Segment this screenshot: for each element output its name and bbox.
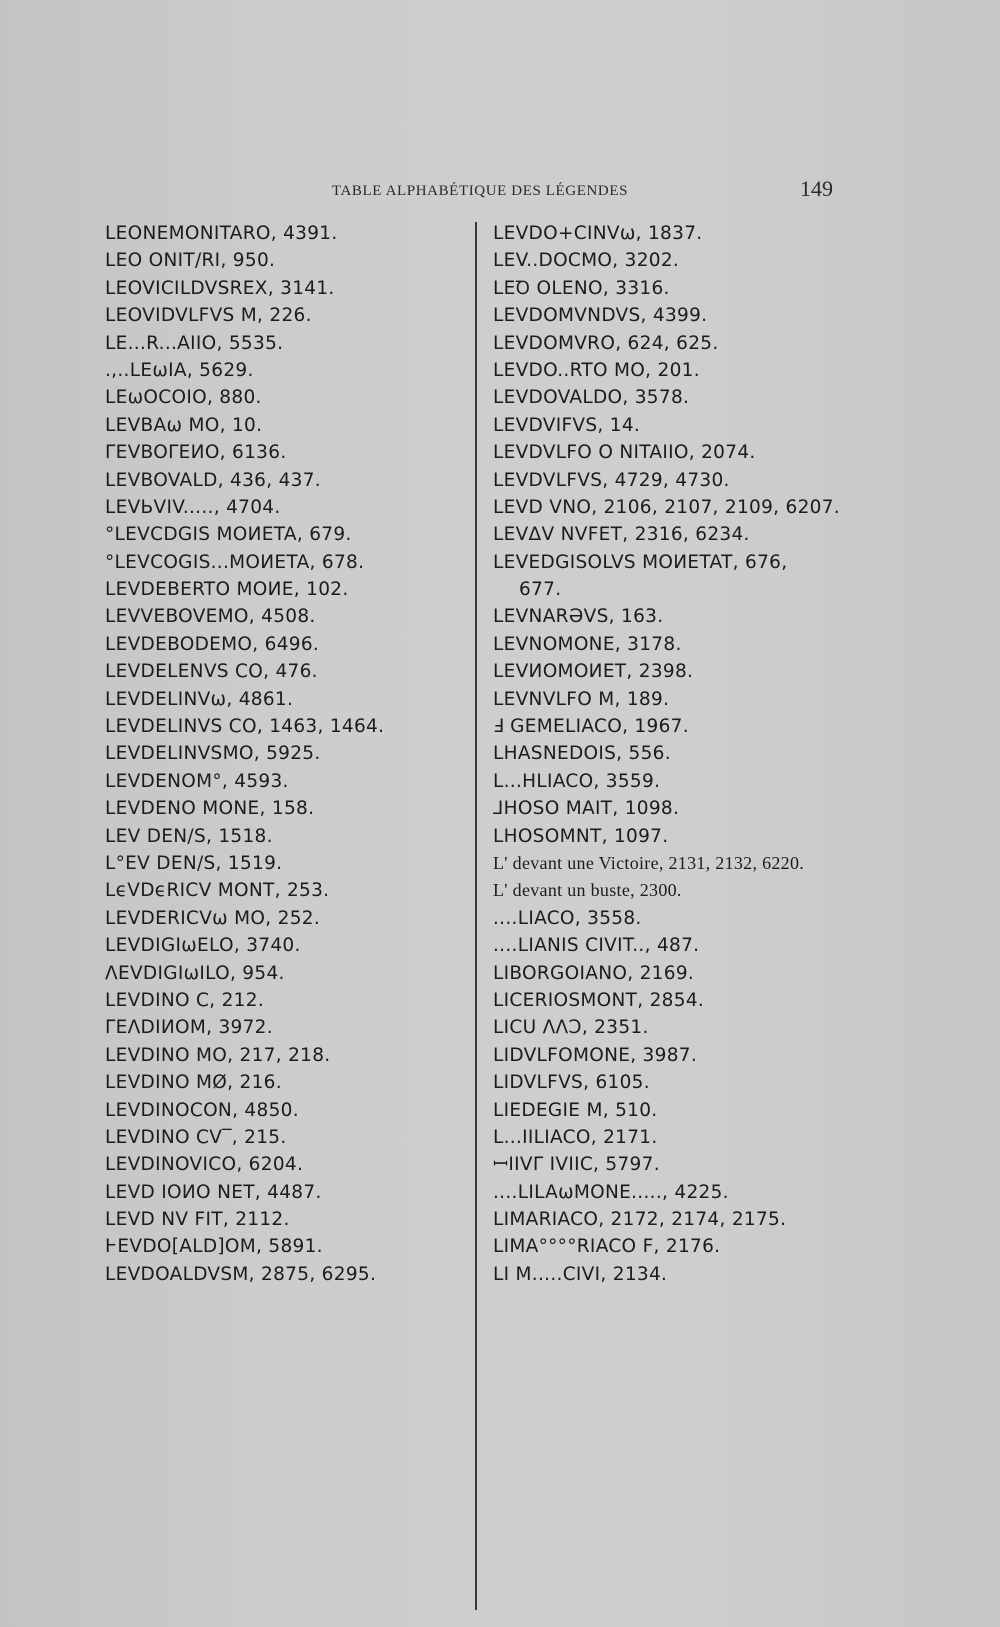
legend-entry: LEVDELINVSMO, 5925. (105, 743, 321, 765)
legend-entry: ⱵEVDO[ALD]OM, 5891. (105, 1236, 323, 1258)
legend-entry: LEONEMONITARO, 4391. (105, 223, 338, 244)
legend-entry: 677. (519, 579, 562, 601)
right-column (493, 220, 913, 1288)
legend-entry: LEVNVLFO M, 189. (493, 688, 670, 710)
legend-entry: LEVD NV FIT, 2112. (105, 1209, 290, 1231)
legend-entry: ⅃HOSO MAIT, 1098. (493, 798, 680, 820)
legend-entry: LHOSOMNT, 1097. (493, 825, 669, 847)
legend-entry: LEVDEBODEMO, 6496. (105, 633, 320, 655)
legend-entry: LEVDVLFO O NITAIIO, 2074. (493, 442, 756, 464)
legend-entry: LEVDOVALDO, 3578. (493, 387, 690, 409)
legend-entry: LICU ΛΛƆ, 2351. (493, 1017, 649, 1039)
legend-entry: LEVDEBERTO MOИE, 102. (105, 579, 349, 601)
legend-entry: L...IILIACO, 2171. (493, 1126, 658, 1148)
legend-entry: LI M.....CIVI, 2134. (493, 1263, 668, 1285)
legend-entry: LEO ONIT/RI, 950. (105, 250, 276, 272)
legend-entry: LE...R...AIIO, 5535. (105, 332, 284, 354)
legend-entry: LEVЬVIV....., 4704. (105, 496, 281, 518)
legend-entry: °LEVCOGIS...MOИETA, 678. (105, 551, 365, 573)
legend-entry: LEꝹ OLENO, 3316. (493, 277, 670, 299)
legend-entry: LEVNARƏVS, 163. (493, 606, 664, 628)
legend-entry: LEVDELENVS ϹΟ, 476. (105, 661, 318, 683)
legend-entry: LEOVIDVLFVS M, 226. (105, 305, 312, 327)
legend-entry: LIEDEGIE M, 510. (493, 1099, 658, 1121)
legend-entry: LEVD IOИO NET, 4487. (105, 1181, 322, 1203)
legend-entry: LEVDINO MO, 217, 218. (105, 1044, 331, 1066)
legend-entry: LEVDVLFVS, 4729, 4730. (493, 469, 730, 491)
legend-entry: LEVBOVALD, 436, 437. (105, 469, 321, 491)
legend-entry: LEVDOMVRO, 624, 625. (493, 332, 719, 354)
legend-entry: L...HLIACO, 3559. (493, 770, 661, 792)
legend-entry: LEVDERICVω MO, 252. (105, 907, 321, 929)
legend-entry: LEVDIGIωELO, 3740. (105, 935, 301, 957)
legend-entry: LIBORGOIANO, 2169. (493, 962, 695, 984)
legend-entry: LEVVEBOVEMO, 4508. (105, 606, 316, 628)
page-number: 149 (800, 176, 833, 201)
legend-entry: LEVDO..RTO MO, 201. (493, 359, 700, 381)
column-divider (475, 222, 477, 1610)
legend-entry: ꟷIIVΓ IVIIC, 5797. (493, 1154, 660, 1176)
legend-entry: LEVИOMOИET, 2398. (493, 661, 694, 683)
legend-entry: LEV DEN/S, 1518. (105, 825, 273, 847)
legend-entry: LEVDINO Ϲ, 212. (105, 989, 265, 1011)
left-column (105, 220, 465, 1288)
legend-entry: LEVDELINVω, 4861. (105, 688, 294, 710)
legend-entry: ....LIACO, 3558. (493, 907, 642, 929)
legend-entry: LHASNEDOIS, 556. (493, 743, 671, 765)
legend-entry: LEVΔV NVFET, 2316, 6234. (493, 524, 750, 546)
legend-entry: LEOVICILDVSREX, 3141. (105, 277, 335, 299)
legend-entry: ΓEΛDIИOM, 3972. (105, 1017, 273, 1039)
legend-entry: LEVDINO MØ, 216. (105, 1072, 282, 1094)
legend-entry: LEVEDGISOLVS MOИETAT, 676, (493, 551, 788, 573)
legend-entry: LIMARIACO, 2172, 2174, 2175. (493, 1209, 787, 1231)
legend-entry: LϵVDϵRICV MONT, 253. (105, 880, 330, 902)
legend-entry: ....LIANIS CIVIT.., 487. (493, 935, 700, 957)
legend-entry: ΓEVBOΓEИO, 6136. (105, 442, 287, 464)
legend-entry: LEVDVIFVS, 14. (493, 414, 641, 436)
legend-entry: LEωOCOIO, 880. (105, 387, 262, 409)
legend-entry: LICERIOSMONT, 2854. (493, 989, 705, 1011)
legend-entry: LIDVLFOMONE, 3987. (493, 1044, 698, 1066)
legend-entry: LEVDENO MONE, 158. (105, 798, 315, 820)
legend-entry: L' devant un buste, 2300. (493, 880, 682, 901)
legend-entry: LEVDO+CINVω, 1837. (493, 223, 703, 244)
legend-entry: ....LILAωMONE....., 4225. (493, 1181, 729, 1203)
legend-entry: LEVNOMONE, 3178. (493, 633, 682, 655)
legend-entry: °LEVCDGIS MOИETA, 679. (105, 524, 352, 546)
legend-entry: LEVDELINVS ϹΟ, 1463, 1464. (105, 716, 385, 738)
running-title: TABLE ALPHABÉTIQUE DES LÉGENDES (331, 183, 629, 199)
legend-entry: LEVDINOVICO, 6204. (105, 1154, 304, 1176)
legend-entry: LEVDOALDVSM, 2875, 6295. (105, 1263, 377, 1285)
legend-entry: LEVDINOϹON, 4850. (105, 1099, 299, 1121)
legend-entry: LEVD VNO, 2106, 2107, 2109, 6207. (493, 496, 840, 518)
legend-entry: LIDVLFVS, 6105. (493, 1072, 650, 1094)
legend-entry: LEVDOMVNDVS, 4399. (493, 305, 708, 327)
legend-entry: LEVDENOM°, 4593. (105, 770, 289, 792)
legend-entry: L' devant une Victoire, 2131, 2132, 6220. (493, 852, 805, 873)
legend-entry: L°EV DEN/S, 1519. (105, 852, 283, 874)
legend-entry: ΛEVDIGIωILO, 954. (105, 962, 285, 984)
legend-entry: Ⅎ GEMELIACO, 1967. (493, 716, 689, 738)
legend-entry: .,..LEωIA, 5629. (105, 359, 254, 381)
legend-entry: LEV..DOCMO, 3202. (493, 250, 680, 272)
legend-entry: LIMA°°°°RIACO F, 2176. (493, 1236, 721, 1258)
legend-entry: LEVBAω MO, 10. (105, 414, 263, 436)
legend-entry: LEVDINO ϹV‾, 215. (105, 1126, 287, 1148)
